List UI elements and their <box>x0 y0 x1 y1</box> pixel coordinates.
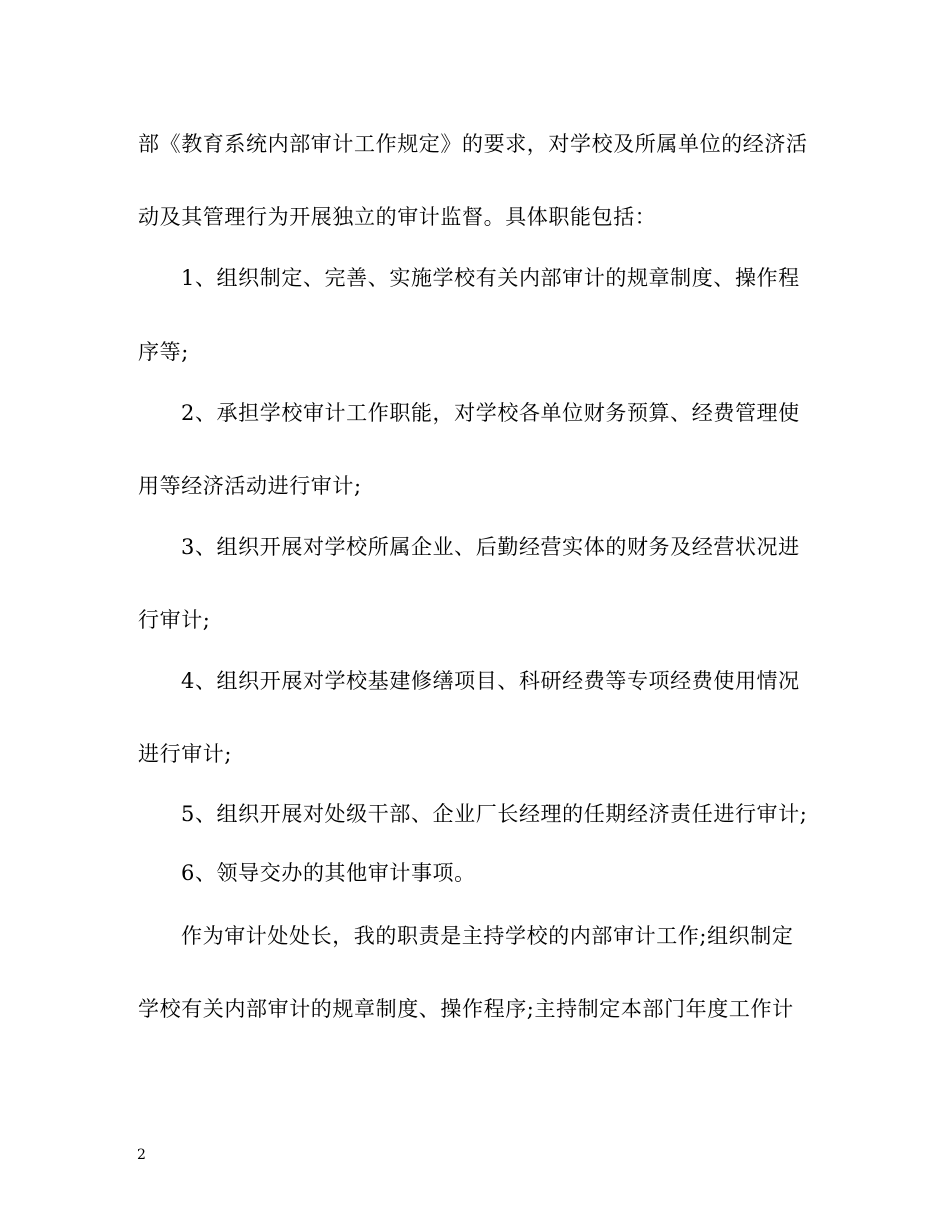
text-line-10: 进行审计; <box>138 742 233 766</box>
text-line-12: 6、领导交办的其他审计事项。 <box>181 861 476 885</box>
text-line-4: 序等; <box>138 340 189 364</box>
text-line-7: 3、组织开展对学校所属企业、后勤经营实体的财务及经营状况进 <box>181 535 800 559</box>
text-line-3: 1、组织制定、完善、实施学校有关内部审计的规章制度、操作程 <box>181 266 800 290</box>
text-line-11: 5、组织开展对处级干部、企业厂长经理的任期经济责任进行审计; <box>181 802 808 826</box>
text-line-13: 作为审计处处长，我的职责是主持学校的内部审计工作;组织制定 <box>181 924 794 948</box>
text-line-9: 4、组织开展对学校基建修缮项目、科研经费等专项经费使用情况 <box>181 669 800 693</box>
page-number: 2 <box>137 1147 146 1163</box>
text-line-14: 学校有关内部审计的规章制度、操作程序;主持制定本部门年度工作计 <box>138 997 794 1021</box>
text-line-5: 2、承担学校审计工作职能，对学校各单位财务预算、经费管理使 <box>181 401 800 425</box>
text-line-8: 行审计; <box>138 608 211 632</box>
text-line-6: 用等经济活动进行审计; <box>138 474 362 498</box>
text-line-1: 部《教育系统内部审计工作规定》的要求，对学校及所属单位的经济活 <box>138 132 808 156</box>
text-line-2: 动及其管理行为开展独立的审计监督。具体职能包括： <box>138 205 657 229</box>
